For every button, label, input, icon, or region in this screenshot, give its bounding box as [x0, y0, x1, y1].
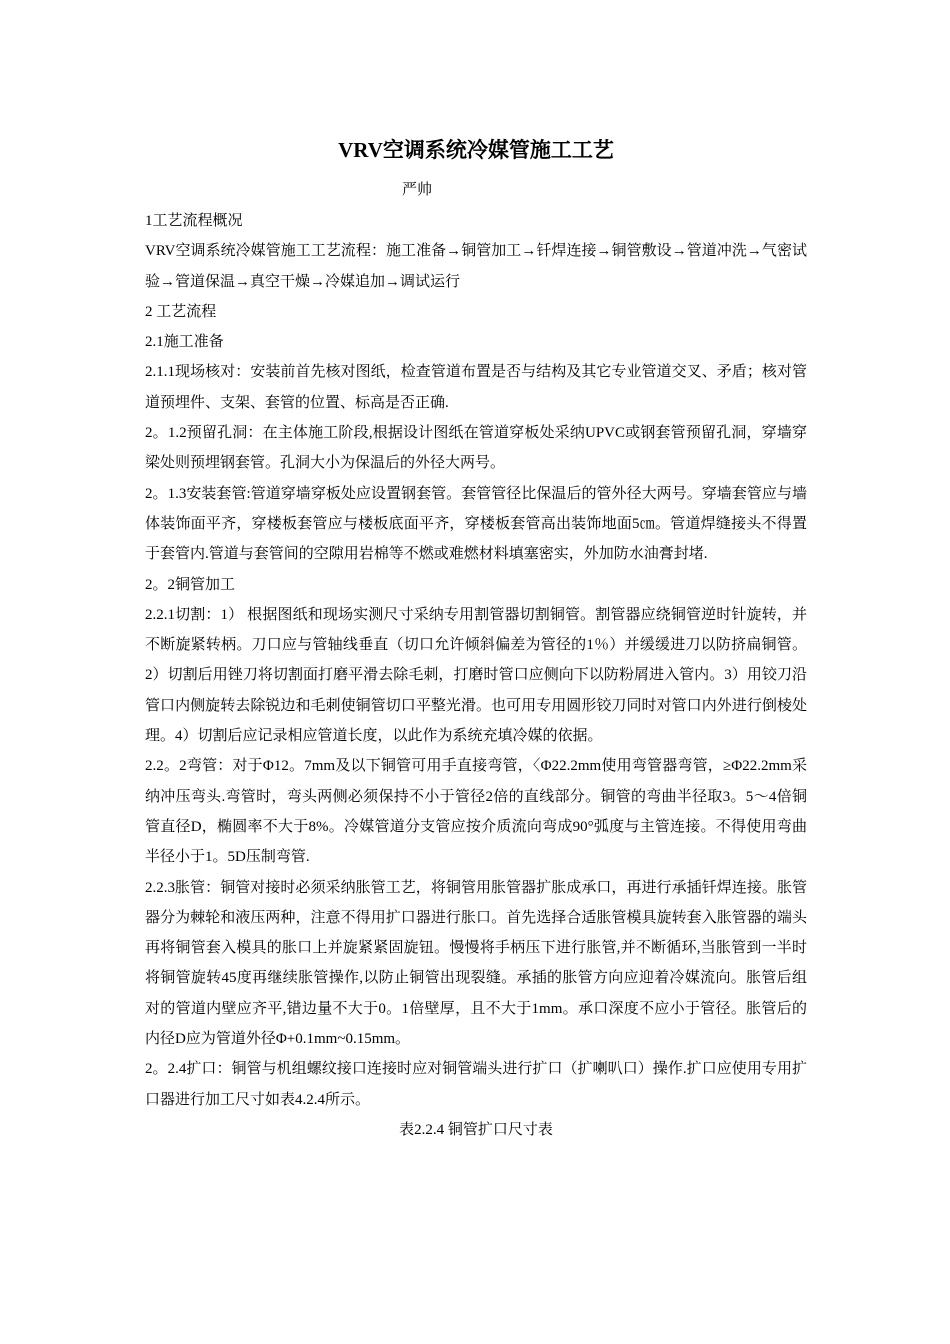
- section-heading-2-2: 2。2铜管加工: [145, 576, 236, 593]
- paragraph-2-2-3: 2.2.3胀管：铜管对接时必须采纳胀管工艺，将铜管用胀管器扩胀成承口，再进行承插钎焊连接。胀管器分为棘轮和液压两种，注意不得用扩口器进行胀口。首先选择合适胀管模具旋转套入胀管器的端头再将铜管套入模具的胀口上并旋紧紧固旋钮。慢慢将手柄压下进行胀管,并不断循环,当胀管到一半时将铜管旋转45度再继续胀管操作,以防止铜管出现裂缝。承插的胀管方向应迎着冷媒流向。胀管后组对的管道内壁应齐平,错边量不大于0。1倍壁厚，且不大于1mm。承口深度不应小于管径。胀管后的内径D应为管道外径Φ+0.1mm~0.15mm。: [145, 879, 807, 1048]
- paragraph-2-2-4: 2。2.4扩口：铜管与机组螺纹接口连接时应对铜管端头进行扩口（扩喇叭口）操作.扩口应使用专用扩口器进行加工尺寸如表4.2.4所示。: [145, 1061, 807, 1108]
- document-body: [145, 206, 807, 1145]
- document-title: VRV空调系统冷媒管施工工艺: [338, 138, 614, 162]
- paragraph-2-1-3: 2。1.3安装套管:管道穿墙穿板处应设置钢套管。套管管径比保温后的管外径大两号。穿墙套管应与墙体装饰面平齐，穿楼板套管应与楼板底面平齐，穿楼板套管高出装饰地面5㎝。管道焊缝接头不得置于套管内.管道与套管间的空隙用岩棉等不燃或难燃材料填塞密实，外加防水油膏封堵.: [145, 485, 807, 563]
- document-page: [145, 132, 807, 1138]
- section-heading-1: 1工艺流程概况: [145, 213, 243, 229]
- paragraph-2-2-1: 2.2.1切割：1） 根据图纸和现场实测尺寸采纳专用割管器切割铜管。割管器应绕铜管逆时针旋转，并不断旋紧转柄。刀口应与管轴线垂直（切口允许倾斜偏差为管径的1％）并缓缓进刀以防挤扁铜管。2）切割后用锉刀将切割面打磨平滑去除毛刺，打磨时管口应侧向下以防粉屑进入管内。3）用铰刀沿管口内侧旋转去除锐边和毛刺使铜管切口平整光滑。也可用专用圆形铰刀同时对管口内外进行倒棱处理。4）切割后应记录相应管道长度，以此作为系统充填冷媒的依据。: [145, 606, 807, 745]
- table-caption: 表2.2.4 铜管扩口尺寸表: [399, 1121, 553, 1138]
- paragraph-2-1-2: 2。1.2预留孔洞：在主体施工阶段,根据设计图纸在管道穿板处采纳UPVC或钢套管预留孔洞，穿墙穿梁处则预埋钢套管。孔洞大小为保温后的外径大两号。: [145, 425, 807, 472]
- author-name: 严帅: [402, 182, 433, 198]
- section-heading-2: 2 工艺流程: [145, 303, 217, 320]
- paragraph-2-1-1: 2.1.1现场核对：安装前首先核对图纸，检查管道布置是否与结构及其它专业管道交叉、矛盾；核对管道预埋件、支架、套管的位置、标高是否正确.: [145, 364, 807, 411]
- section-heading-2-1: 2.1施工准备: [145, 334, 224, 351]
- process-flow-paragraph: VRV空调系统冷媒管施工工艺流程：施工准备→铜管加工→钎焊连接→铜管敷设→管道冲洗→气密试验→管道保温→真空干燥→冷媒追加→调试运行: [145, 243, 807, 290]
- paragraph-2-2-2: 2.2。2弯管：对于Φ12。7mm及以下铜管可用手直接弯管，〈Φ22.2mm使用弯管器弯管，≥Φ22.2mm采纳冲压弯头.弯管时，弯头两侧必须保持不小于管径2倍的直线部分。铜管的弯曲半径取3。5～4倍铜管直径D，椭圆率不大于8%。冷媒管道分支管应按介质流向弯成90°弧度与主管连接。不得使用弯曲半径小于1。5D压制弯管.: [145, 758, 807, 866]
